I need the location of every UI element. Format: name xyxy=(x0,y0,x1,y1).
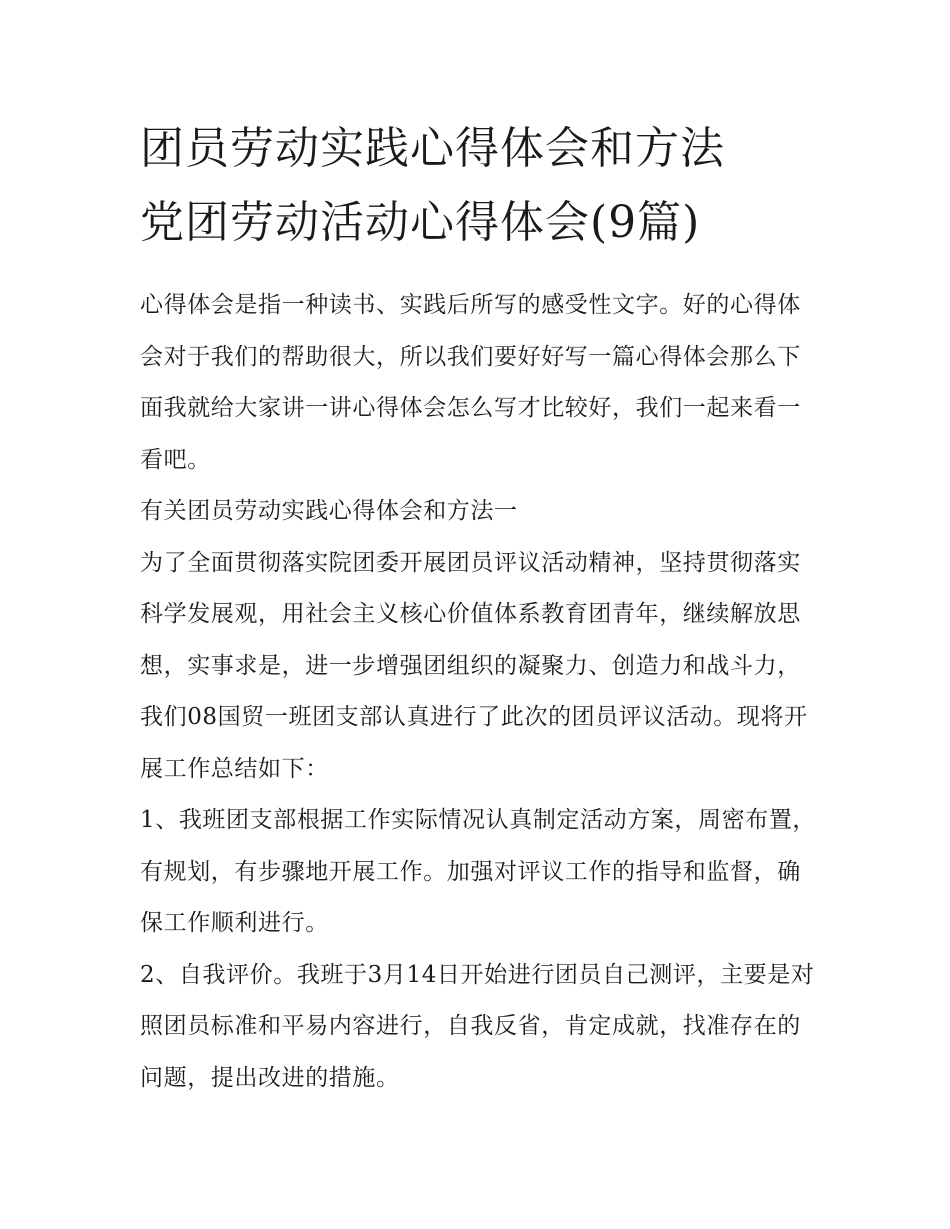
numbered-paragraph-2: 2、自我评价。我班于3月14日开始进行团员自己测评，主要是对照团员标准和平易内容进行，自我反省，肯定成就，找准存在的问题，提出改进的措施。 xyxy=(140,961,815,1091)
numbered-paragraph-1: 1、我班团支部根据工作实际情况认真制定活动方案，周密布置，有规划，有步骤地开展工作。加强对评议工作的指导和监督，确保工作顺利进行。 xyxy=(140,807,817,936)
section-heading: 有关团员劳动实践心得体会和方法一 xyxy=(140,498,518,524)
intro-paragraph: 心得体会是指一种读书、实践后所写的感受性文字。好的心得体会对于我们的帮助很大，所以我们要好好写一篇心得体会那么下面我就给大家讲一讲心得体会怎么写才比较好，我们一起来看一看吧。 xyxy=(140,292,801,473)
document-title xyxy=(140,112,820,260)
document-body xyxy=(140,112,820,1104)
title-line-2: 党团劳动活动心得体会(9篇) xyxy=(140,197,701,248)
title-line-1: 团员劳动实践心得体会和方法 xyxy=(140,123,725,174)
body-paragraph: 为了全面贯彻落实院团委开展团员评议活动精神，坚持贯彻落实科学发展观，用社会主义核心价值体系教育团青年，继续解放思想，实事求是，进一步增强团组织的凝聚力、创造力和战斗力，我们08国贸一班团支部认真进行了此次的团员评议活动。现将开展工作总结如下： xyxy=(140,549,808,782)
